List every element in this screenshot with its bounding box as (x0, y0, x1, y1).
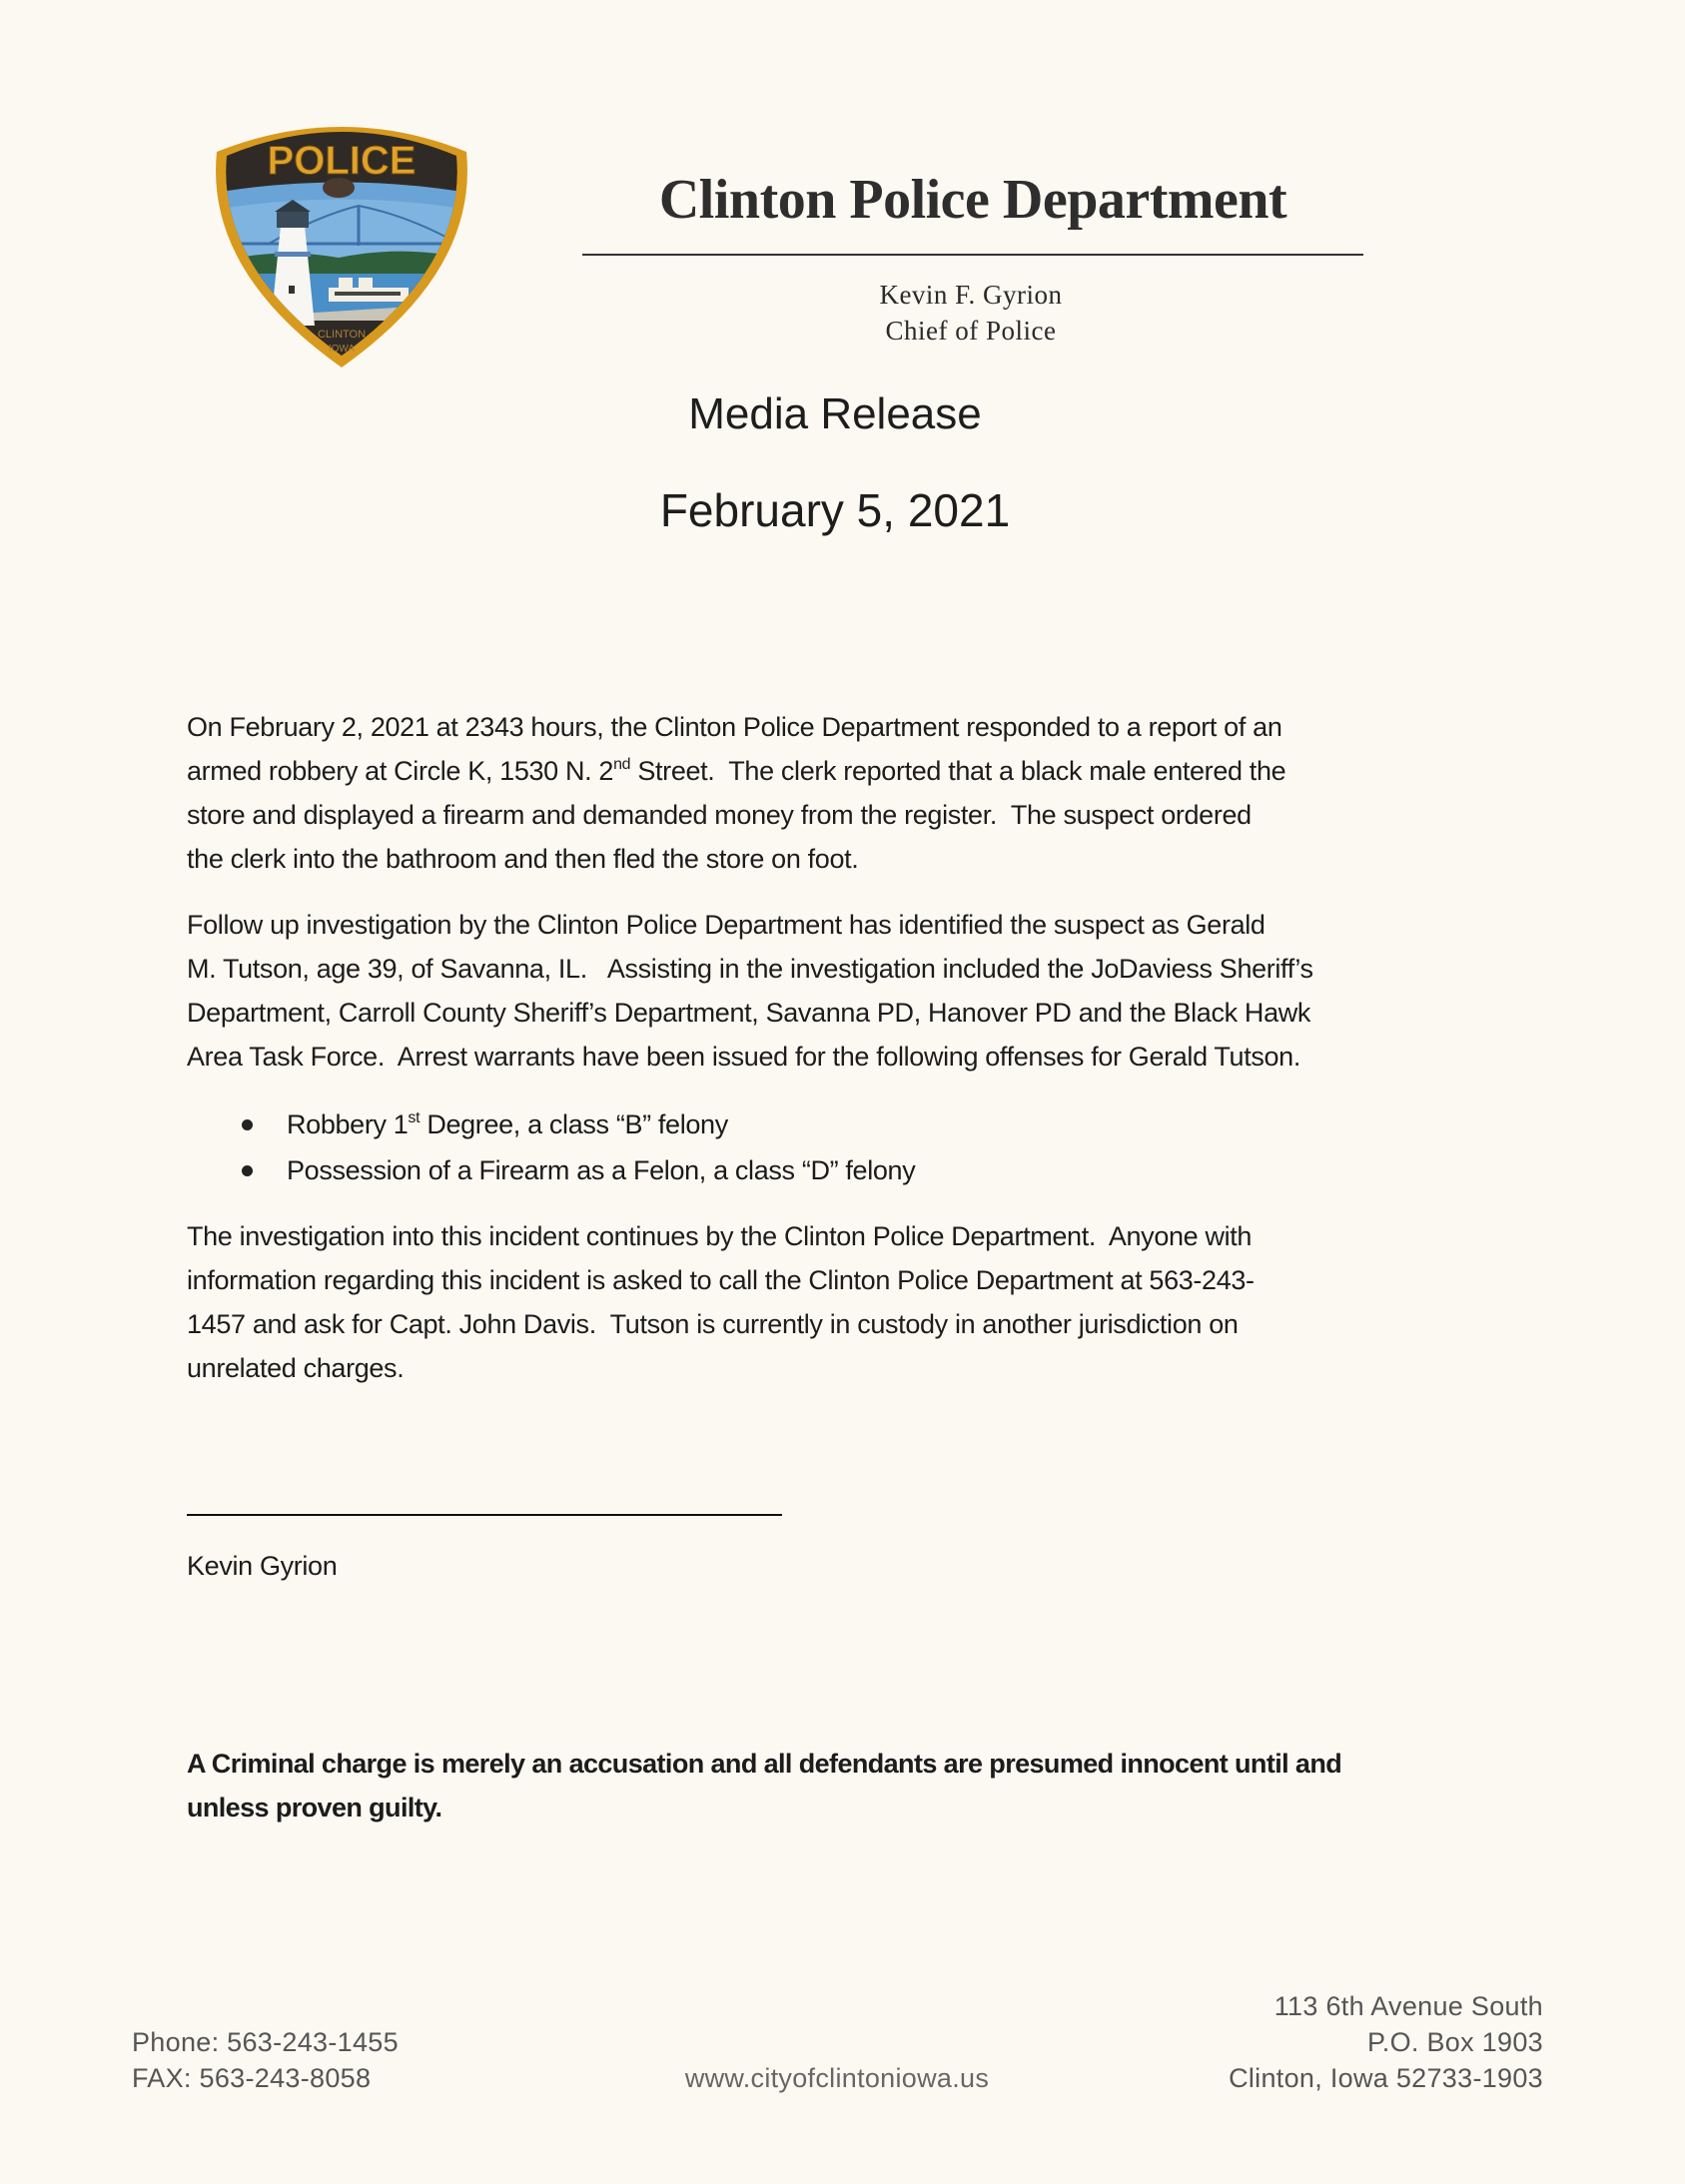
charge-text: Possession of a Firearm as a Felon, a class “D” felony (287, 1155, 916, 1185)
police-badge-icon (209, 116, 474, 369)
footer-address (1229, 1988, 1543, 2096)
text-span: Street. The clerk reported that a black male entered the (630, 756, 1286, 786)
charge-text (287, 1101, 728, 1147)
paragraph-incident (187, 705, 1495, 881)
text-span: armed robbery at Circle K, 1530 N. 2 (187, 756, 614, 786)
paragraph-investigation (187, 903, 1495, 1079)
department-title: Clinton Police Department (658, 169, 1287, 231)
bullet-icon (242, 1119, 253, 1130)
footer-website-link[interactable]: www.cityofclintoniowa.us (684, 2063, 990, 2093)
police-badge-logo (209, 116, 474, 369)
footer-contact (132, 2024, 399, 2096)
charge-item (230, 1147, 1328, 1193)
charge-item (230, 1101, 1328, 1147)
paragraph-line: information regarding this incident is asked to call the Clinton Police Department at 563-243- (187, 1265, 1255, 1295)
paragraph-line: the clerk into the bathroom and then fled the store on foot. (187, 844, 859, 874)
text-span: Robbery 1 (287, 1109, 409, 1139)
chief-title: Chief of Police (885, 316, 1057, 346)
disclaimer-line: unless proven guilty. (187, 1793, 442, 1822)
badge-iowa-text: IOWA (328, 344, 356, 355)
signature-line (187, 1514, 782, 1516)
superscript: nd (613, 756, 631, 773)
paragraph-line: Area Task Force. Arrest warrants have been issued for the following offenses for Gerald Tutson. (187, 1042, 1300, 1072)
charges-list (230, 1101, 1328, 1193)
address-line: 113 6th Avenue South (1273, 1991, 1543, 2021)
chief-name: Kevin F. Gyrion (879, 280, 1063, 310)
address-line: Clinton, Iowa 52733-1903 (1229, 2063, 1543, 2093)
paragraph-line: On February 2, 2021 at 2343 hours, the Clinton Police Department responded to a report of an (187, 712, 1282, 742)
disclaimer (187, 1742, 1495, 1829)
header-rule (582, 254, 1363, 256)
media-release-heading: Media Release (688, 389, 982, 438)
bullet-icon (242, 1165, 253, 1176)
text-span: Degree, a class “B” felony (420, 1109, 728, 1139)
badge-police-text: POLICE (267, 139, 417, 183)
paragraph-line: Follow up investigation by the Clinton Police Department has identified the suspect as Gerald (187, 910, 1265, 940)
superscript: st (408, 1109, 421, 1126)
paragraph-line: Department, Carroll County Sheriff’s Department, Savanna PD, Hanover PD and the Black Hawk (187, 998, 1311, 1028)
footer-fax: FAX: 563-243-8058 (132, 2063, 372, 2093)
release-date: February 5, 2021 (659, 484, 1011, 536)
paragraph-line: M. Tutson, age 39, of Savanna, IL. Assisting in the investigation included the JoDaviess Sheriff’s (187, 954, 1313, 984)
badge-clinton-text: CLINTON (317, 329, 367, 341)
paragraph-line (187, 749, 1495, 793)
paragraph-line: unrelated charges. (187, 1353, 405, 1383)
paragraph-line: The investigation into this incident continues by the Clinton Police Department. Anyone with (187, 1221, 1253, 1251)
paragraph-line: 1457 and ask for Capt. John Davis. Tutson is currently in custody in another jurisdiction on (187, 1309, 1239, 1339)
paragraph-line: store and displayed a firearm and demanded money from the register. The suspect ordered (187, 800, 1252, 830)
address-line: P.O. Box 1903 (1366, 2027, 1543, 2057)
footer-phone: Phone: 563-243-1455 (132, 2027, 399, 2057)
disclaimer-line: A Criminal charge is merely an accusation and all defendants are presumed innocent until and (187, 1749, 1342, 1779)
signature-name: Kevin Gyrion (187, 1551, 338, 1581)
paragraph-contact (187, 1214, 1495, 1390)
